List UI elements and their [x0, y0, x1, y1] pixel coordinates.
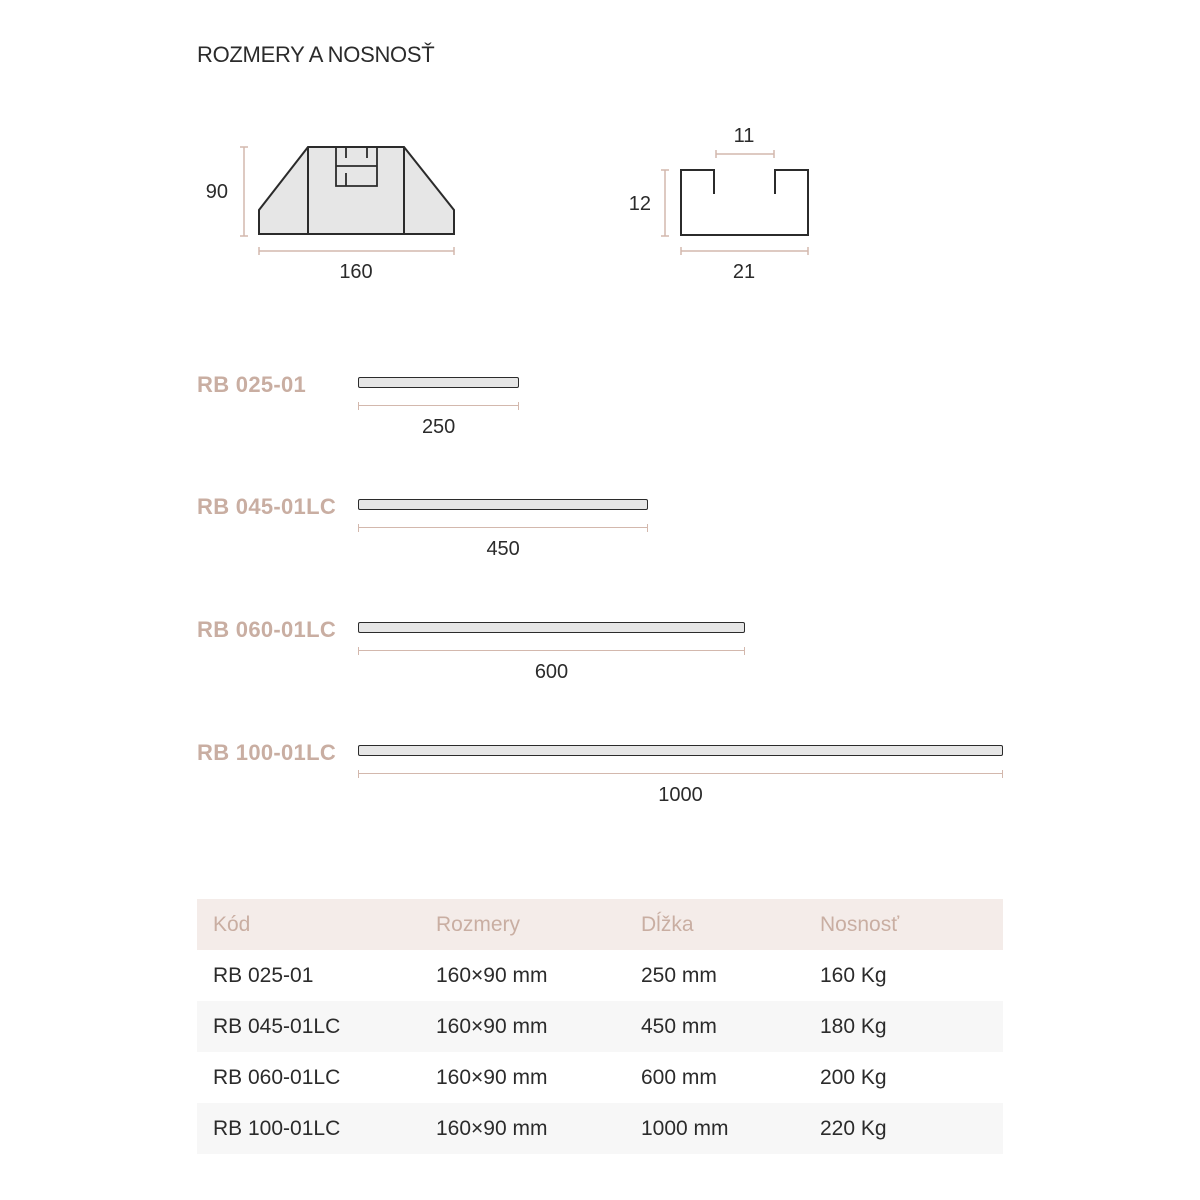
cell-length: 450 mm	[625, 1001, 804, 1052]
channel-height-label: 12	[628, 193, 651, 215]
page-title: ROZMERY A NOSNOSŤ	[197, 42, 435, 67]
bar-length-dimension	[358, 647, 745, 655]
table-header-row	[197, 899, 1003, 950]
table-row	[197, 1103, 1003, 1154]
table-header-dimensions: Rozmery	[420, 899, 625, 950]
bar-length-dimension	[358, 770, 1003, 778]
bar-code: RB 100-01LC	[197, 740, 337, 765]
front-profile-outline	[259, 147, 454, 234]
bar-length-label: 250	[421, 416, 456, 438]
cell-capacity: 220 Kg	[804, 1103, 1003, 1154]
table-row	[197, 950, 1003, 1001]
bar-length-dimension	[358, 402, 519, 410]
front-profile-drawing	[240, 147, 454, 255]
spec-table	[197, 899, 1003, 1154]
table-header-capacity: Nosnosť	[804, 899, 1003, 950]
cell-code: RB 045-01LC	[197, 1001, 420, 1052]
profile-drawings	[0, 0, 1200, 320]
bar-shape	[358, 377, 519, 388]
cell-code: RB 060-01LC	[213, 1065, 341, 1089]
channel-gap-label: 11	[733, 125, 755, 147]
cell-capacity: 180 Kg	[804, 1001, 1003, 1052]
table-header-code: Kód	[197, 899, 420, 950]
cell-code: RB 100-01LC	[197, 1103, 420, 1154]
cell-capacity: 160 Kg	[820, 963, 887, 987]
bar-code: RB 060-01LC	[197, 617, 337, 642]
table-row	[197, 1052, 1003, 1103]
cell-length: 600 mm	[641, 1065, 717, 1089]
bar-shape	[358, 622, 745, 633]
bar-length-label: 600	[534, 661, 569, 683]
channel-width-label: 21	[732, 261, 756, 283]
cell-dimensions: 160×90 mm	[436, 963, 548, 987]
bar-code: RB 025-01	[197, 372, 307, 397]
bar-length-label: 1000	[658, 784, 703, 806]
cell-dimensions: 160×90 mm	[420, 1103, 625, 1154]
channel-profile-outline	[681, 170, 808, 235]
front-height-label: 90	[205, 181, 228, 203]
table-row	[197, 1001, 1003, 1052]
cell-code: RB 025-01	[213, 963, 314, 987]
bar-shape	[358, 745, 1003, 756]
bar-shape	[358, 499, 648, 510]
cell-length: 250 mm	[641, 963, 717, 987]
bar-length-label: 450	[486, 538, 520, 560]
front-width-label: 160	[339, 261, 373, 283]
cell-dimensions: 160×90 mm	[436, 1065, 548, 1089]
cell-capacity: 200 Kg	[820, 1065, 887, 1089]
cell-length: 1000 mm	[625, 1103, 804, 1154]
channel-profile-drawing	[661, 150, 808, 255]
bar-length-dimension	[358, 524, 648, 532]
bar-code: RB 045-01LC	[197, 494, 337, 519]
table-header-length: Dĺžka	[625, 899, 804, 950]
cell-dimensions: 160×90 mm	[420, 1001, 625, 1052]
